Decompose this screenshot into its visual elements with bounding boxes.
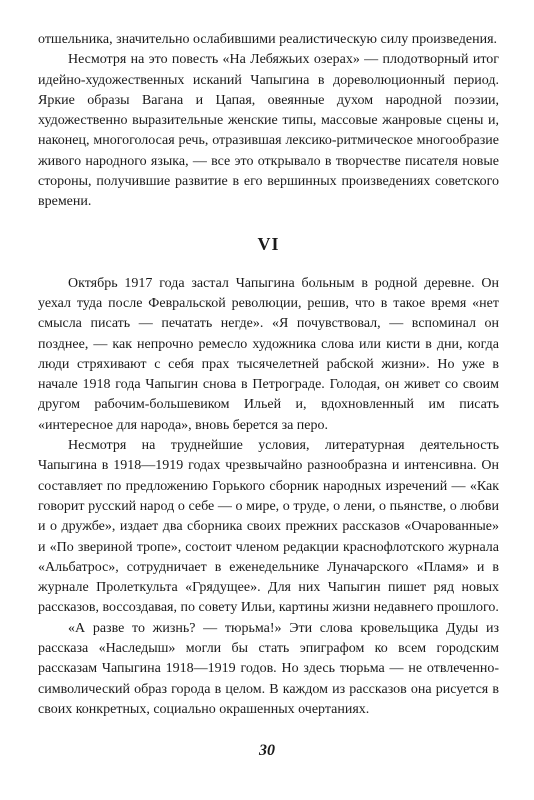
book-page (38, 30, 499, 770)
page-number: 30 (259, 742, 275, 759)
paragraph: Октябрь 1917 года застал Чапыгина больным в родной деревне. Он уехал туда после Февральской революции, решив, что в такое время «нет смысла писать — печатать негде». «Я почувствовал, — вспоминал он позднее, — как непрочно ремесло художника слова или кисти в дни, когда люди стряхивают с себя прах тысячелетней рабской жизни». Но уже в начале 1918 года Чапыгин снова в Петрограде. Голодая, он живет со своим другом рабочим-большевиком Ильей и, вдохновленный им писать «интересное для народа», вновь берется за перо. (38, 275, 499, 433)
paragraph: Несмотря на труднейшие условия, литературная деятельность Чапыгина в 1918—1919 годах чрезвычайно разнообразна и интенсивна. Он составляет по предложению Горького сборник народных изречений — «Как говорит русский народ о себе — о мире, о труде, о лени, о пьянстве, о любви и о дружбе», издает два сборника своих прежних рассказов «Очарованные» и «По звериной тропе», состоит членом редакции краснофлотского журнала «Альбатрос», сотрудничает в еженедельнике Луначарского «Пламя» и в журнале Пролеткульта «Грядущее». Для них Чапыгин пишет ряд новых рассказов, воссоздавая, по совету Ильи, картины жизни недавнего прошлого. (38, 438, 499, 616)
section-heading: VI (257, 233, 280, 254)
paragraph-continuation: отшельника, значительно ослабившими реалистическую силу произведения. (38, 32, 498, 47)
paragraph: «А разве то жизнь? — тюрьма!» Эти слова кровельщика Дуды из рассказа «Наследыш» могли бы стать эпиграфом ко всем городским рассказам Чапыгина 1918—1919 годов. Но здесь тюрьма — не отвлеченно-символический образ города в целом. В каждом из рассказов она рисуется в своих конкретных, социально окрашенных очертаниях. (38, 620, 499, 717)
paragraph: Несмотря на это повесть «На Лебяжьих озерах» — плодотворный итог идейно-художественных исканий Чапыгина в дореволюционный период. Яркие образы Вагана и Цапая, овеянные духом народной поэзии, художественно выразительные женские типы, массовые жанровые сцены и, наконец, многоголосая речь, отразившая лексико-ритмическое многообразие живого народного языка, — все это открывало в творчестве писателя новые стороны, получившие развитие в его вершинных произведениях советского времени. (38, 52, 499, 210)
